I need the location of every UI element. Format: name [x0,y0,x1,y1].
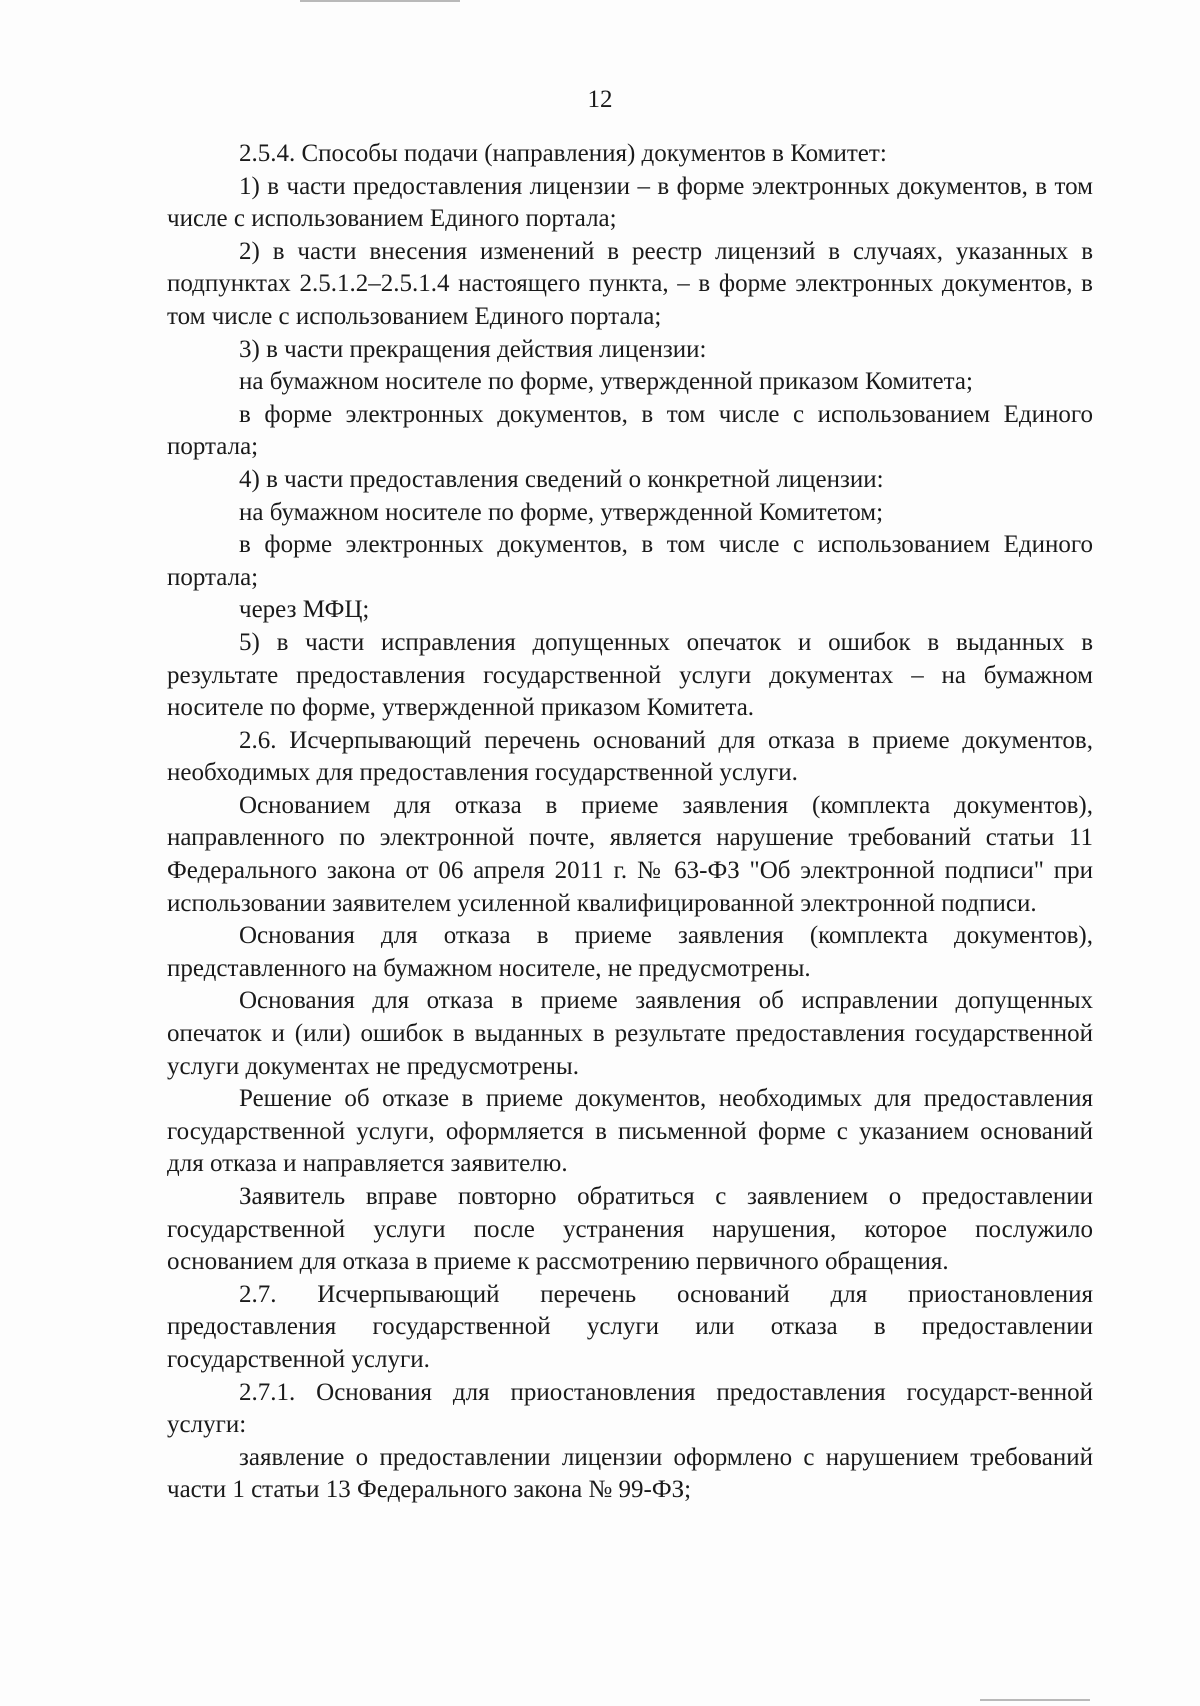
paragraph-item-3-electronic: в форме электронных документов, в том числе с использованием Единого портала; [167,400,1093,461]
paragraph-item-3-paper: на бумажном носителе по форме, утвержденной приказом Комитета; [239,368,973,396]
paragraph-2-6-correction-grounds: Основания для отказа в приеме заявления об исправлении допущенных опечаток и (или) ошибок в выданных в результате предоставления государственной услуги документах не предусмотрены. [167,987,1093,1080]
paragraph-2-6: 2.6. Исчерпывающий перечень оснований для отказа в приеме документов, необходимых для предоставления государственной услуги. [167,726,1093,787]
paragraph-item-1: 1) в части предоставления лицензии – в форме электронных документов, в том числе с использованием Единого портала; [167,172,1093,233]
paragraph-2-6-reapply: Заявитель вправе повторно обратиться с заявлением о предоставлении государственной услуги после устранения нарушения, которое послужило основанием для отказа в приеме к рассмотрению первичного обращения. [167,1183,1093,1276]
page-number: 12 [587,86,613,113]
paragraph-item-4-mfc: через МФЦ; [239,596,370,624]
paragraph-2-6-refusal-decision: Решение об отказе в приеме документов, необходимых для предоставления государственной услуги, оформляется в письменной форме с указанием оснований для отказа и направляется заявителю. [167,1085,1093,1178]
paragraph-item-3: 3) в части прекращения действия лицензии: [239,335,707,363]
paragraph-item-4: 4) в части предоставления сведений о конкретной лицензии: [239,465,884,493]
paragraph-2-7-1-item: заявление о предоставлении лицензии оформлено с нарушением требований части 1 статьи 13 Федерального закона № 99-ФЗ; [167,1443,1093,1504]
scan-edge-mark-top [300,0,460,2]
paragraph-item-4-electronic: в форме электронных документов, в том числе с использованием Единого портала; [167,531,1093,591]
paragraph-item-2: 2) в части внесения изменений в реестр лицензий в случаях, указанных в подпунктах 2.5.1.2–2.5.1.4 настоящего пункта, – в форме электронных документов, в том числе с использованием Единого портала; [167,237,1093,330]
paragraph-2-6-email-grounds: Основанием для отказа в приеме заявления (комплекта документов), направленного по электронной почте, является нарушение требований статьи 11 Федерального закона от 06 апреля 2011 г. № 63-ФЗ "Об электронной подписи" при использовании заявителем усиленной квалифицированной электронной подписи. [167,791,1093,917]
paragraph-2-7-1: 2.7.1. Основания для приостановления предоставления государст-венной услуги: [167,1378,1093,1439]
scan-edge-mark-bottom [980,1699,1090,1701]
paragraph-item-5: 5) в части исправления допущенных опечаток и ошибок в выданных в результате предоставления государственной услуги документах – на бумажном носителе по форме, утвержденной приказом Комитета. [167,628,1093,722]
paragraph-2-6-paper-grounds: Основания для отказа в приеме заявления (комплекта документов), представленного на бумажном носителе, не предусмотрены. [167,922,1093,982]
paragraph-2-7: 2.7. Исчерпывающий перечень оснований для приостановления предоставления государственной услуги или отказа в предоставлении государственной услуги. [167,1280,1093,1373]
document-body [167,138,1093,1507]
paragraph-item-4-paper: на бумажном носителе по форме, утвержденной Комитетом; [239,498,884,526]
paragraph-2-5-4: 2.5.4. Способы подачи (направления) документов в Комитет: [239,140,887,167]
